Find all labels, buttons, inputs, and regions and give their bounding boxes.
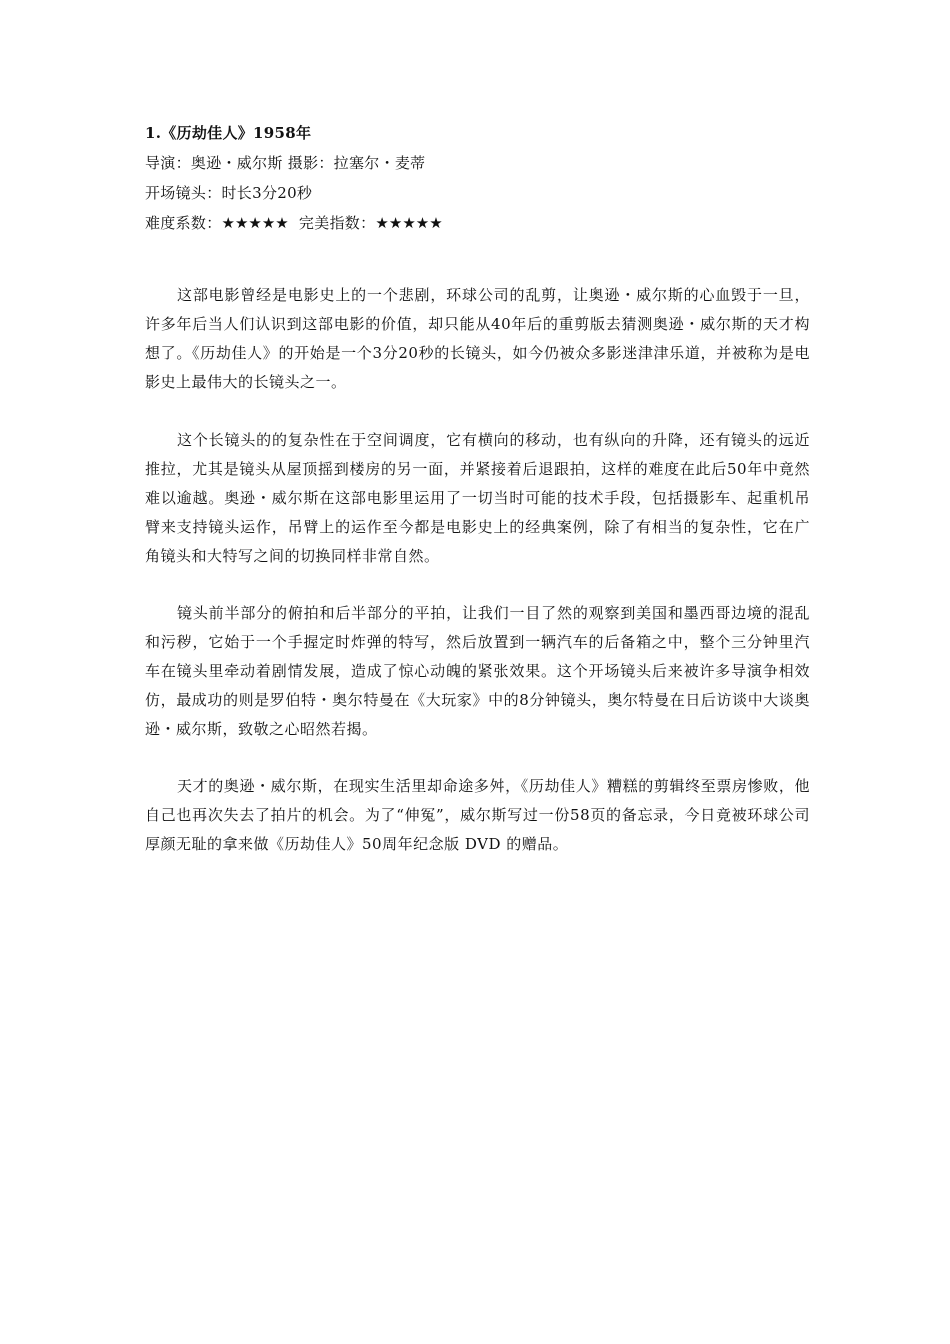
film-credits: 导演：奥逊・威尔斯 摄影：拉塞尔・麦蒂 — [145, 154, 426, 172]
paragraph-3: 镜头前半部分的俯拍和后半部分的平拍，让我们一目了然的观察到美国和墨西哥边境的混乱和污秽，它始于一个手握定时炸弹的特写，然后放置到一辆汽车的后备箱之中，整个三分钟里汽车在镜头里牵动着剧情发展，造成了惊心动魄的紧张效果。这个开场镜头后来被许多导演争相效仿，最成功的则是罗伯特・奥尔特曼在《大玩家》中的8分钟镜头，奥尔特曼在日后访谈中大谈奥逊・威尔斯，致敬之心昭然若揭。 — [145, 604, 810, 738]
difficulty-stars: ★★★★★ — [221, 214, 289, 232]
paragraph-1: 这部电影曾经是电影史上的一个悲剧，环球公司的乱剪，让奥逊・威尔斯的心血毁于一旦，许多年后当人们认识到这部电影的价值，却只能从40年后的重剪版去猜测奥逊・威尔斯的天才构想了。《历劫佳人》的开始是一个3分20秒的长镜头，如今仍被众多影迷津津乐道，并被称为是电影史上最伟大的长镜头之一。 — [145, 286, 810, 391]
film-title: 1.《历劫佳人》1958年 — [145, 124, 312, 142]
paragraph-2: 这个长镜头的的复杂性在于空间调度，它有横向的移动，也有纵向的升降，还有镜头的远近推拉，尤其是镜头从屋顶摇到楼房的另一面，并紧接着后退跟拍，这样的难度在此后50年中竟然难以逾越。奥逊・威尔斯在这部电影里运用了一切当时可能的技术手段，包括摄影车、起重机吊臂来支持镜头运作，吊臂上的运作至今都是电影史上的经典案例，除了有相当的复杂性，它在广角镜头和大特写之间的切换同样非常自然。 — [145, 431, 810, 565]
difficulty-label: 难度系数： — [145, 214, 222, 232]
document-page — [145, 118, 810, 859]
rating-line — [145, 208, 810, 238]
perfection-label: 完美指数： — [298, 214, 376, 232]
paragraph-4: 天才的奥逊・威尔斯，在现实生活里却命途多舛，《历劫佳人》糟糕的剪辑终至票房惨败，他自己也再次失去了拍片的机会。为了“伸冤”，威尔斯写过一份58页的备忘录，今日竟被环球公司厚颜无耻的拿来做《历劫佳人》50周年纪念版 DVD 的赠品。 — [145, 777, 810, 853]
perfection-stars: ★★★★★ — [375, 214, 443, 232]
opening-shot-duration: 开场镜头：时长3分20秒 — [145, 184, 313, 202]
